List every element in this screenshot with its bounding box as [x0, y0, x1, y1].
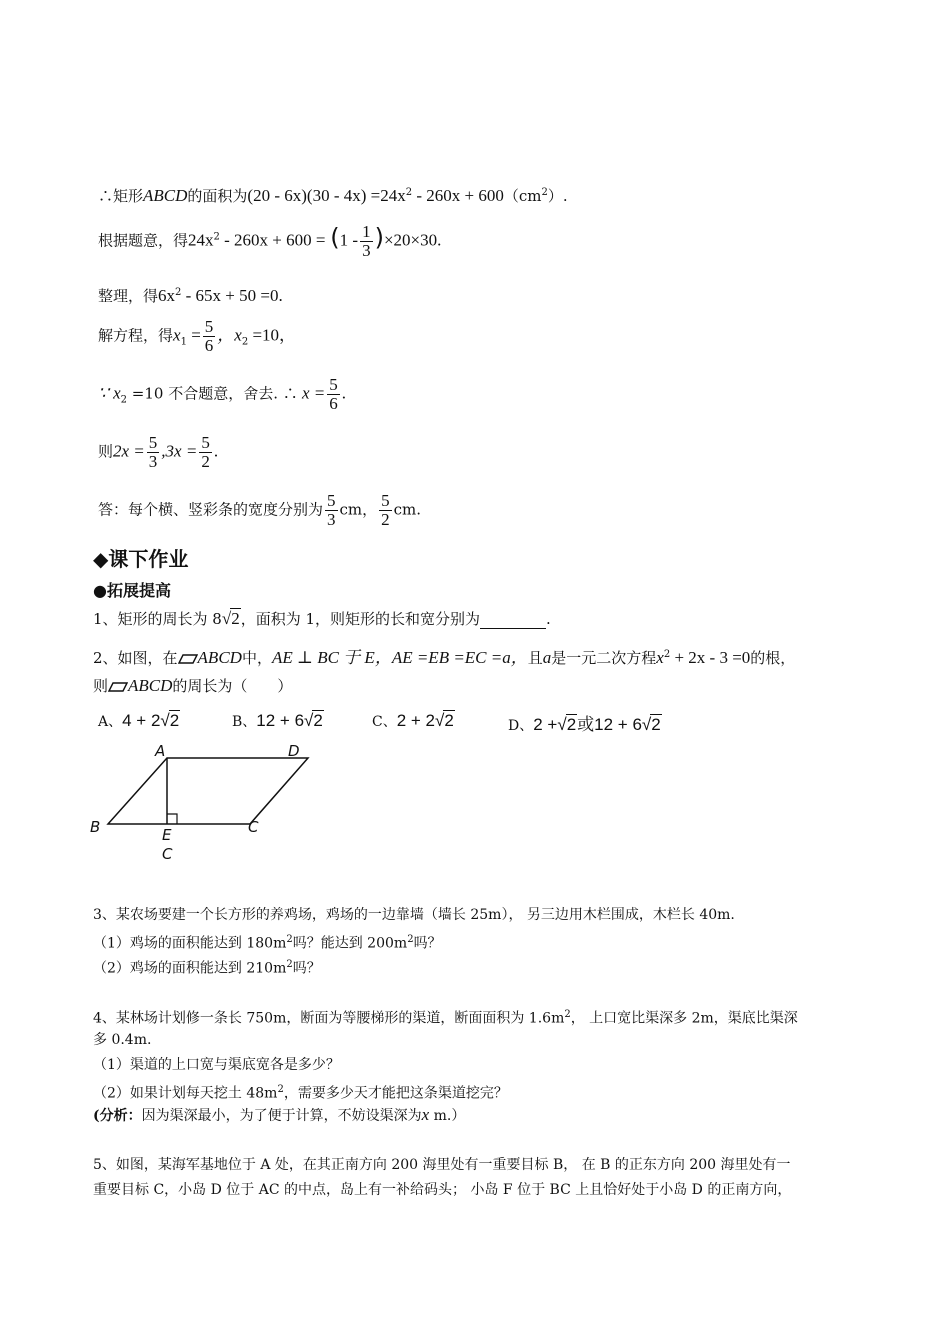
- answer-blank[interactable]: [480, 628, 546, 629]
- question-4-line2: 多 0.4m.: [93, 1032, 152, 1048]
- parallelogram-figure: [80, 740, 320, 870]
- question-4-line3: （1）渠道的上口宽与渠底宽各是多少？: [93, 1057, 340, 1073]
- question-3-line2: （1）鸡场的面积能达到 $180m^2$吗？能达到 $200m^2$吗？: [93, 934, 442, 952]
- option-d[interactable]: D、2 +√2或12 + 6√2: [508, 715, 661, 734]
- question-2-line2: 则 ABCD的周长为（ ）: [93, 676, 293, 695]
- frac-answer-1: $\frac{5}{3}$: [327, 491, 336, 529]
- then-line: 则2x = $\frac{5}{3}$ ,3x = $\frac{5}{2}$ .: [98, 433, 219, 471]
- option-c[interactable]: C、2 + 2√2: [372, 711, 454, 730]
- answer-line: 答：每个横、竖彩条的宽度分别为 $\frac{5}{3}$ cm， $\frac{5}{2}$ cm.: [98, 491, 422, 529]
- question-5-line1: 5、如图，某海军基地位于 A 处，在其正南方向 200 海里处有一重要目标 B， 在 B 的正东方向 200 海里处有一: [93, 1157, 791, 1173]
- frac-five-sixths: $\frac{5}{6}$: [204, 317, 214, 355]
- label-b: B: [90, 818, 101, 836]
- frac-five-sixths-2: $\frac{5}{6}$: [329, 375, 338, 413]
- option-b[interactable]: B、12 + 6√2: [232, 711, 323, 730]
- question-5-line2: 重要目标 C，小岛 D 位于 AC 的中点，岛上有一补给码头； 小岛 F 位于 BC 上且恰好处于小岛 D 的正南方向，: [93, 1182, 792, 1198]
- question-2-line1: 2、如图，在 ABCD中，AE ⊥ BC 于 E，AE =EB =EC =a，且a是一元二次方程$x^2 + 2x - 3 =0$的根，: [93, 648, 796, 667]
- reject-line: ∵ $x_2 =10$ 不合题意，舍去. ∴ x = $\frac{5}{6}$ .: [98, 375, 347, 413]
- parallelogram-icon: [178, 654, 198, 664]
- question-4-line4: （2）如果计划每天挖土 $48m^2$，需要多少天才能把这条渠道挖完？: [93, 1084, 508, 1102]
- frac-five-halves: $\frac{5}{2}$: [201, 433, 210, 471]
- question-3-line1: 3、某农场要建一个长方形的养鸡场，鸡场的一边靠墙（墙长 25m）， 另三边用木栏围成，木栏长 40m.: [93, 907, 735, 923]
- figure-caption: C: [162, 845, 173, 863]
- section-extend: ●拓展提高: [93, 581, 171, 600]
- equation-line: 根据题意，得$24x^2 - 260x + 600 = (1$ - $\frac{1}{3}$ )×20×30.: [98, 222, 442, 260]
- solve-line: 解方程，得$x_1$ = $\frac{5}{6}$ ，$x_2 =10$，: [98, 317, 297, 355]
- frac-one-third: $\frac{1}{3}$: [362, 222, 371, 260]
- parallelogram-icon: [108, 682, 128, 692]
- option-a[interactable]: A、4 + 2√2: [98, 711, 180, 730]
- question-4-line1: 4、某林场计划修一条长 750m，断面为等腰梯形的渠道，断面面积为 $1.6m^2$， 上口宽比渠深多 2m，渠底比渠深: [93, 1009, 798, 1027]
- question-1: 1、矩形的周长为 8√2，面积为 1，则矩形的长和宽分别为 .: [93, 609, 551, 628]
- label-e: E: [162, 826, 172, 844]
- section-homework: ◆课下作业: [93, 547, 189, 571]
- question-4-analysis: (分析：因为渠深最小，为了便于计算，不妨设渠深为x m.）: [93, 1105, 466, 1124]
- label-d: D: [288, 742, 300, 760]
- simplify-line: 整理，得$6x^2 - 65x + 50 =0$.: [98, 286, 283, 305]
- question-3-line3: （2）鸡场的面积能达到 $210m^2$吗？: [93, 959, 321, 977]
- frac-five-thirds: $\frac{5}{3}$: [148, 433, 158, 471]
- label-a: A: [155, 742, 166, 760]
- frac-answer-2: $\frac{5}{2}$: [381, 491, 390, 529]
- label-c: C: [248, 818, 259, 836]
- area-line: ∴矩形ABCD的面积为$(20 - 6x)(30 - 4x) =24x^2 - 260x + 600(cm^2)$.: [98, 186, 568, 205]
